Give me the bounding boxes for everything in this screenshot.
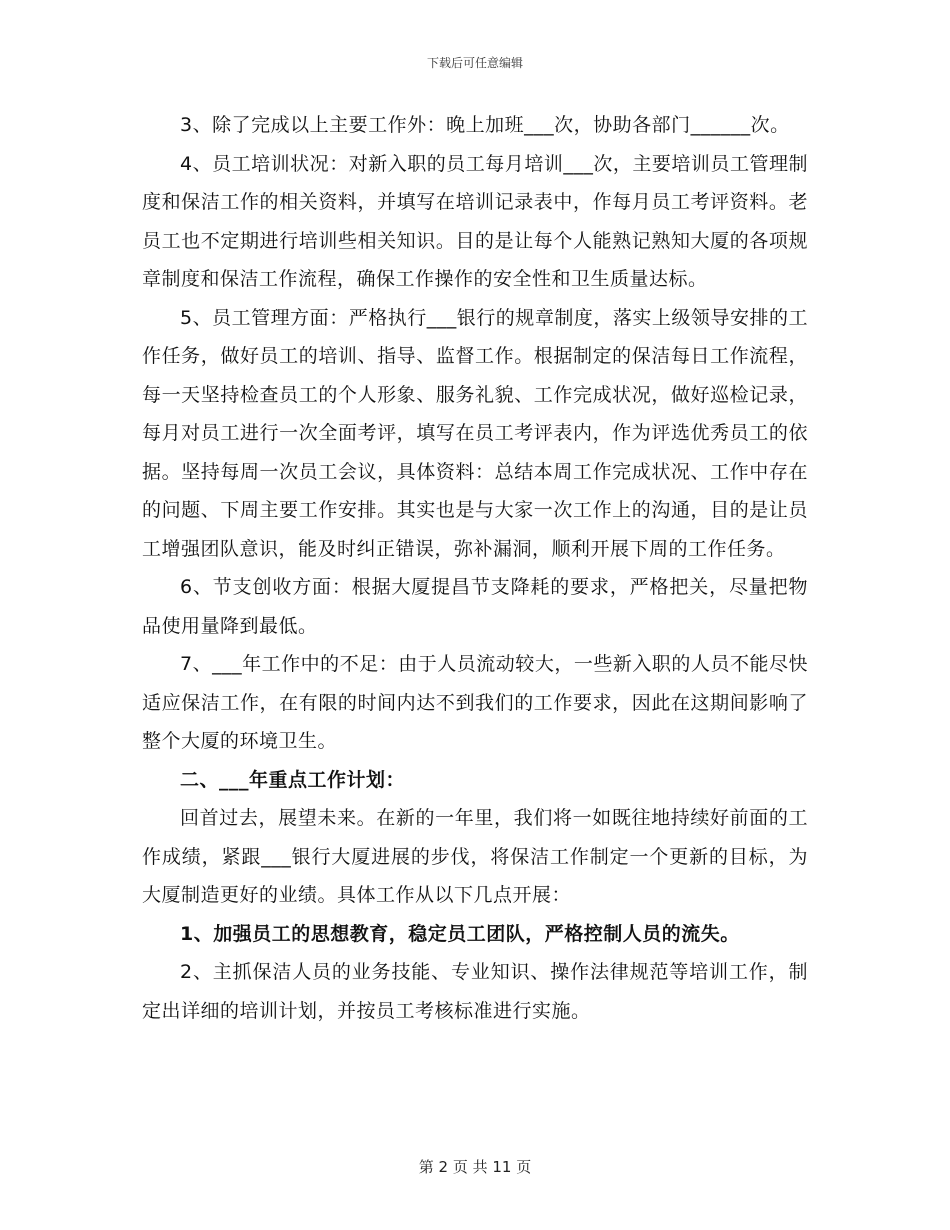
- page-number-footer: 第 2 页 共 11 页: [418, 1158, 532, 1176]
- paragraph-outlook: 回首过去，展望未来。在新的一年里，我们将一如既往地持续好前面的工作成绩，紧跟___银行大厦进展的步伐，将保洁工作制定一个更新的目标，为大厦制造更好的业绩。具体工作从以下几点开展：: [142, 807, 808, 906]
- paragraph-training: 4、员工培训状况：对新入职的员工每月培训___次，主要培训员工管理制度和保洁工作的相关资料，并填写在培训记录表中，作每月员工考评资料。老员工也不定期进行培训些相关知识。目的是让每个人能熟记熟知大厦的各项规章制度和保洁工作流程，确保工作操作的安全性和卫生质量达标。: [142, 152, 808, 290]
- section-heading-work-plan: 二、___年重点工作计划：: [180, 768, 406, 791]
- page-header: 下载后可任意编辑: [426, 56, 523, 70]
- paragraph-plan-item-2: 2、主抓保洁人员的业务技能、专业知识、操作法律规范等培训工作，制定出详细的培训计划，并按员工考核标准进行实施。: [142, 961, 808, 1022]
- paragraph-cost-saving: 6、节支创收方面：根据大厦提昌节支降耗的要求，严格把关，尽量把物品使用量降到最低。: [142, 576, 808, 637]
- paragraph-staff-management: 5、员工管理方面：严格执行___银行的规章制度，落实上级领导安排的工作任务，做好员工的培训、指导、监督工作。根据制定的保洁每日工作流程，每一天坚持检查员工的个人形象、服务礼貌、工作完成状况，做好巡检记录，每月对员工进行一次全面考评，填写在员工考评表内，作为评选优秀员工的依据。坚持每周一次员工会议，具体资料：总结本周工作完成状况、工作中存在的问题、下周主要工作安排。其实也是与大家一次工作上的沟通，目的是让员工增强团队意识，能及时纠正错误，弥补漏洞，顺利开展下周的工作任务。: [142, 306, 808, 560]
- paragraph-plan-item-1: 1、加强员工的思想教育，稳定员工团队，严格控制人员的流失。: [180, 922, 740, 945]
- paragraph-shortcomings: 7、___年工作中的不足：由于人员流动较大，一些新入职的人员不能尽快适应保洁工作，在有限的时间内达不到我们的工作要求，因此在这期间影响了整个大厦的环境卫生。: [142, 653, 808, 752]
- paragraph-overtime: 3、除了完成以上主要工作外：晚上加班___次，协助各部门______次。: [180, 114, 790, 136]
- document-body: [142, 106, 808, 1030]
